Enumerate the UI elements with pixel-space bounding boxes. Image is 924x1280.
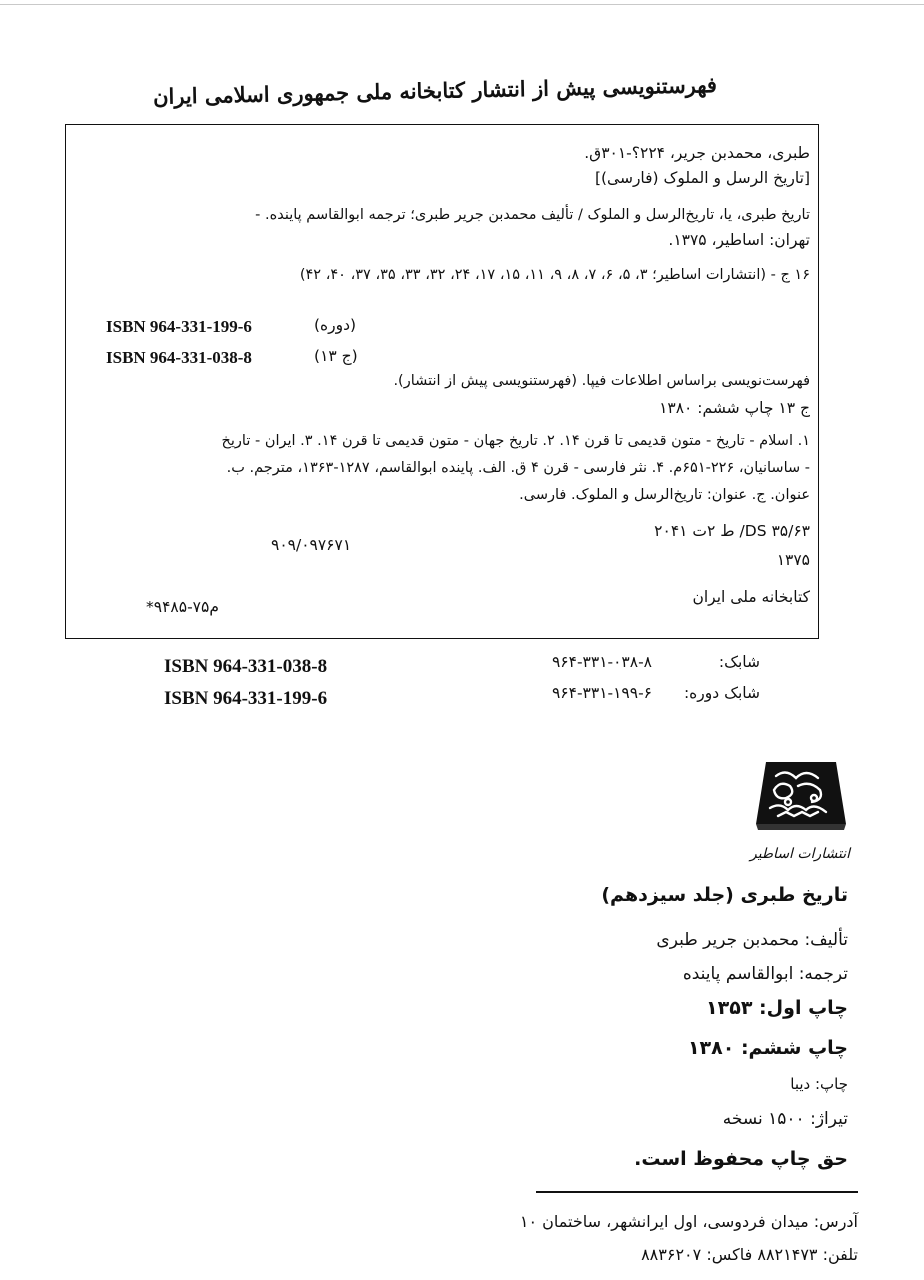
publisher-address: آدرس: میدان فردوسی، اول ایرانشهر، ساختمان ۱۰ [519,1212,858,1231]
print-run: تیراژ: ۱۵۰۰ نسخه [722,1109,848,1129]
cip-subjects-line-1: ۱. اسلام - تاریخ - متون قدیمی تا قرن ۱۴. ۲. تاریخ جهان - متون قدیمی تا قرن ۱۴. ۳. ایران - تاریخ [221,433,810,449]
cip-note-edition: ج ۱۳ چاپ ششم: ۱۳۸۰ [659,399,810,417]
cip-library: کتابخانه ملی ایران [692,588,810,606]
book-author: تألیف: محمدبن جریر طبری [656,930,848,950]
cip-dewey: ۹۰۹/۰۹۷۶۷۱ [271,536,352,554]
cip-isbn-volume: ISBN 964-331-038-8 [106,348,252,367]
book-title: تاریخ طبری (جلد سیزدهم) [601,884,848,906]
cip-record-box [65,124,819,639]
cip-control-number: م۷۵-۹۴۸۵* [146,598,219,616]
copyright-notice: حق چاپ محفوظ است. [634,1148,848,1170]
cip-series-line: ۱۶ ج - (انتشارات اساطیر؛ ۳، ۵، ۶، ۷، ۸، ۹، ۱۱، ۱۵، ۱۷، ۲۴، ۳۲، ۳۳، ۳۵، ۳۷، ۴۰، ۴۲) [299,267,810,283]
first-edition: چاپ اول: ۱۳۵۳ [706,997,848,1019]
isbn-set: ISBN 964-331-199-6 [164,688,328,709]
cip-uniform-title: [تاریخ الرسل و الملوک (فارسی)] [594,169,810,187]
cip-title-line-2: تهران: اساطیر، ۱۳۷۵. [668,231,810,249]
book-translator: ترجمه: ابوالقاسم پاینده [682,964,848,984]
cip-isbn-set-label: (دوره) [314,316,357,334]
publisher-logo-icon [752,758,848,832]
shabak-label: شابک: [718,653,760,671]
sixth-edition: چاپ ششم: ۱۳۸۰ [687,1037,848,1059]
cip-isbn-volume-label: (ج ۱۳) [314,347,358,365]
publisher-logo-caption: انتشارات اساطیر [749,846,850,862]
page-top-border [0,4,924,5]
shabak-set-label: شابک دوره: [683,684,760,702]
shabak-value: ۹۶۴-۳۳۱-۰۳۸-۸ [551,653,652,671]
cip-year: ۱۳۷۵ [776,551,810,569]
isbn-volume: ISBN 964-331-038-8 [164,656,328,677]
cip-note-fipa: فهرست‌نویسی براساس اطلاعات فیپا. (فهرستنویسی پیش از انتشار). [393,373,810,389]
printer: چاپ: دیبا [790,1075,848,1093]
page-heading: فهرستنویسی پیش از انتشار کتابخانه ملی جمهوری اسلامی ایران [152,72,718,109]
cip-subjects-line-2: - ساسانیان، ۲۲۶-۶۵۱م. ۴. نثر فارسی - قرن ۴ ق. الف. پاینده ابوالقاسم، ۱۲۸۷-۱۳۶۳، مترجم. ب. [226,460,810,476]
divider [536,1191,858,1193]
cip-isbn-set: ISBN 964-331-199-6 [106,317,252,336]
cip-author: طبری، محمدبن جریر، ۲۲۴؟-۳۰۱ق. [584,144,810,162]
cip-title-line-1: تاریخ طبری، یا، تاریخ‌الرسل و الملوک / تألیف محمدبن جریر طبری؛ ترجمه ابوالقاسم پاینده. - [255,207,810,223]
shabak-set-value: ۹۶۴-۳۳۱-۱۹۹-۶ [551,684,652,702]
publisher-phone: تلفن: ۸۸۲۱۴۷۳ فاکس: ۸۸۳۶۲۰۷ [641,1245,858,1264]
cip-subjects-line-3: عنوان. ج. عنوان: تاریخ‌الرسل و الملوک. فارسی. [519,487,810,503]
cip-lc-class: DS ۳۵/۶۳/ ط ۲ت ۲۰۴۱ [654,522,810,540]
